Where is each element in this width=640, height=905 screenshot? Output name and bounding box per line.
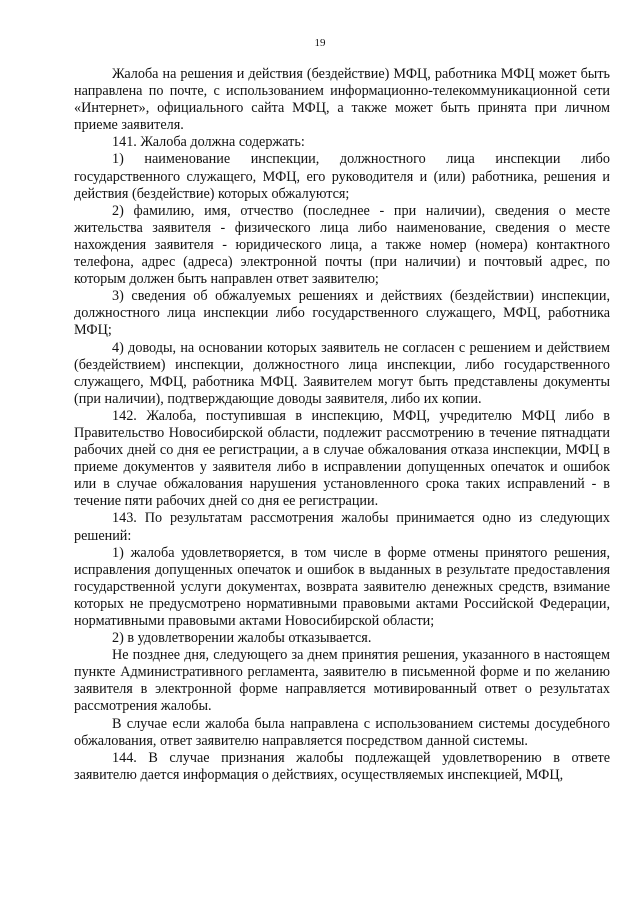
paragraph-141-heading: 141. Жалоба должна содержать: (112, 134, 305, 151)
paragraph-143-item-1: 1) жалоба удовлетворяется, в том числе в форме отмены принятого решения, исправления допущенных опечаток и ошибок в выданных в результате предоставления государственной услуги документах, возврата заявителю денежных средств, взимание которых не предусмотрено нормативными правовыми актами Российской Федерации, нормативными правовыми актами Новосибирской области; (74, 544, 610, 629)
document-body (74, 66, 610, 784)
paragraph-142: 142. Жалоба, поступившая в инспекцию, МФЦ, учредителю МФЦ либо в Правительство Новосибирской области, подлежит рассмотрению в течение пятнадцати рабочих дней со дня ее регистрации, а в случае обжалования отказа инспекции, МФЦ в приеме документов у заявителя либо в исправлении допущенных опечаток и ошибок или в случае обжалования нарушения установленного срока таких исправлений - в течение пяти рабочих дней со дня ее регистрации. (74, 407, 610, 510)
paragraph-response-deadline: Не позднее дня, следующего за днем принятия решения, указанного в настоящем пункте Административного регламента, заявителю в письменной форме и по желанию заявителя в электронной форме направляется мотивированный ответ о результатах рассмотрения жалобы. (74, 647, 610, 715)
paragraph-pretrial-system: В случае если жалоба была направлена с использованием системы досудебного обжалования, ответ заявителю направляется посредством данной системы. (74, 715, 610, 749)
paragraph-143-item-2: 2) в удовлетворении жалобы отказывается. (112, 630, 372, 647)
paragraph-complaint-mfc-channels: Жалоба на решения и действия (бездействие) МФЦ, работника МФЦ может быть направлена по почте, с использованием информационно-телекоммуникационной сети «Интернет», официального сайта МФЦ, а также может быть принята при личном приеме заявителя. (74, 66, 610, 134)
paragraph-141-item-4: 4) доводы, на основании которых заявитель не согласен с решением и действием (бездействием) инспекции, должностного лица инспекции, либо государственного служащего, МФЦ, работника МФЦ. Заявителем могут быть представлены документы (при наличии), подтверждающие доводы заявителя, либо их копии. (74, 339, 610, 407)
paragraph-141-item-2: 2) фамилию, имя, отчество (последнее - при наличии), сведения о месте жительства заявителя - физического лица либо наименование, сведения о месте нахождения заявителя - юридического лица, а также номер (номера) контактного телефона, адрес (адреса) электронной почты (при наличии) и почтовый адрес, по которым должен быть направлен ответ заявителю; (74, 202, 610, 288)
paragraph-143-heading: 143. По результатам рассмотрения жалобы принимается одно из следующих решений: (74, 510, 610, 544)
paragraph-141-item-3: 3) сведения об обжалуемых решениях и действиях (бездействии) инспекции, должностного лица инспекции либо государственного служащего, МФЦ, работника МФЦ; (74, 288, 610, 339)
page-number: 19 (314, 37, 326, 49)
paragraph-144: 144. В случае признания жалобы подлежащей удовлетворению в ответе заявителю дается информация о действиях, осуществляемых инспекцией, МФЦ, (74, 749, 610, 783)
paragraph-141-item-1: 1) наименование инспекции, должностного лица инспекции либо государственного служащего, МФЦ, его руководителя и (или) работника, решения и действия (бездействие) которых обжалуются; (74, 151, 610, 202)
